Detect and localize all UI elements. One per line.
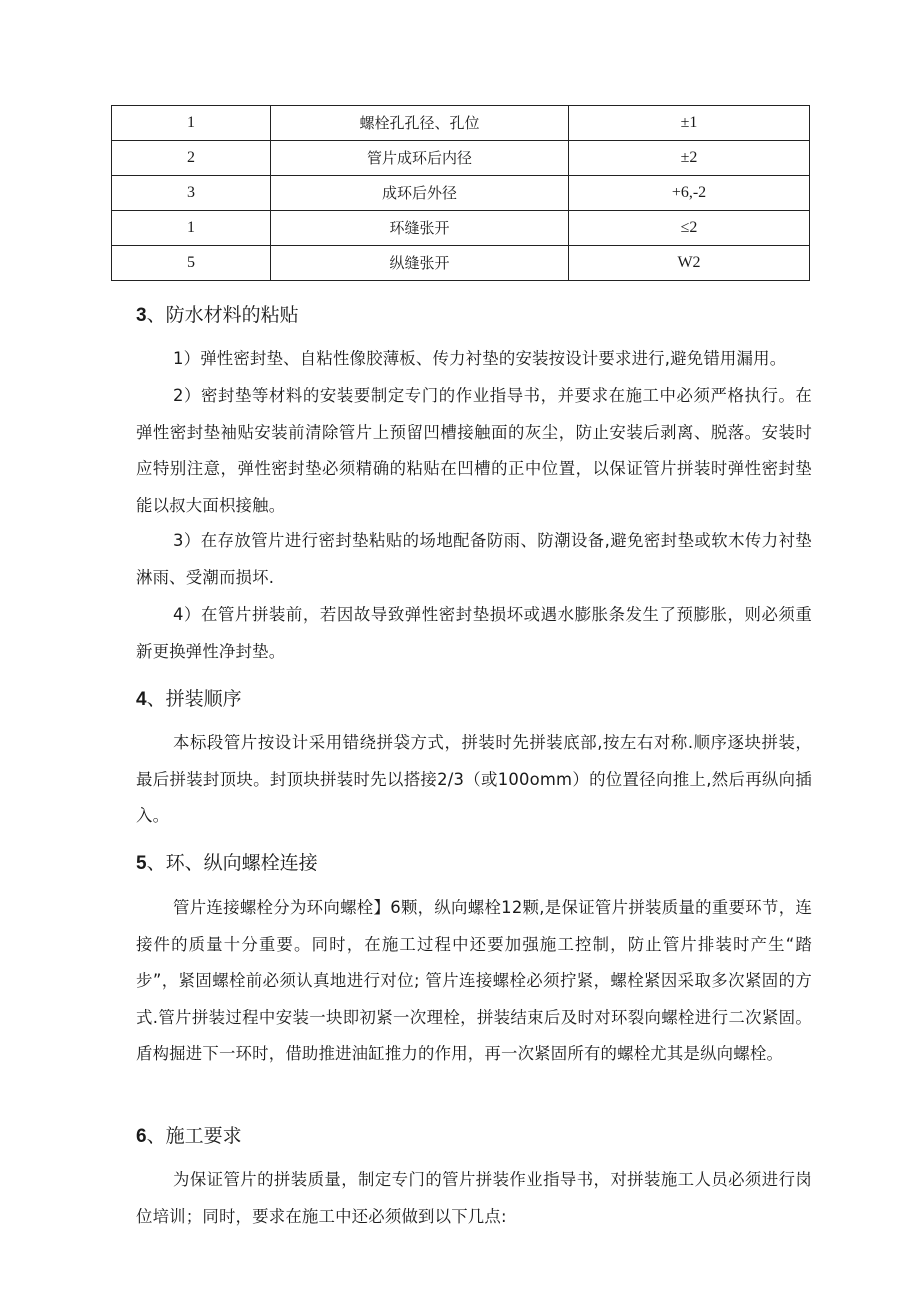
row-item: 管片成环后内径 — [271, 141, 569, 176]
section-title: 、环、纵向螺栓连接 — [146, 852, 318, 874]
table-row — [112, 106, 810, 141]
section-number: 6 — [136, 1126, 147, 1147]
paragraph: 为保证管片的拼装质量，制定专门的管片拼装作业指导书，对拼装施工人员必须进行岗位培训；同时，要求在施工中还必须做到以下几点: — [136, 1170, 812, 1226]
table-row — [112, 176, 810, 211]
table-row — [112, 141, 810, 176]
section-number: 4 — [136, 689, 147, 710]
table-row — [112, 246, 810, 281]
paragraph: 4）在管片拼装前，若因故导致弹性密封垫损坏或遇水膨胀条发生了预膨胀，则必须重新更换弹性净封垫。 — [136, 605, 812, 661]
paragraph: 3）在存放管片进行密封垫粘贴的场地配备防雨、防潮设备,避免密封垫或软木传力衬垫淋雨、受潮而损坏. — [136, 531, 812, 587]
section-title: 、防水材料的粘贴 — [146, 304, 299, 326]
table-row — [112, 211, 810, 246]
row-value: ±1 — [569, 106, 810, 141]
row-item: 螺栓孔孔径、孔位 — [271, 106, 569, 141]
row-number: 1 — [112, 211, 271, 246]
section-heading-4 — [136, 687, 242, 712]
section-title: 、施工要求 — [146, 1125, 242, 1147]
paragraph: 2）密封垫等材料的安装要制定专门的作业指导书，并要求在施工中必须严格执行。在弹性密封垫袖贴安装前清除管片上预留凹槽接触面的灰尘，防止安装后剥离、脱落。安装时应特别注意，弹性密封垫必须精确的粘贴在凹槽的正中位置，以保证管片拼装时弹性密封垫能以叔大面枳接触。 — [136, 386, 812, 515]
tolerance-table — [111, 105, 810, 281]
row-value: +6,-2 — [569, 176, 810, 211]
paragraph: 管片连接螺栓分为环向螺栓】6颗，纵向螺栓12颗,是保证管片拼装质量的重要环节，连接件的质量十分重要。同时，在施工过程中还要加强施工控制，防止管片排装时产生“踏步”，紧固螺栓前必须认真地进行对位; 管片连接螺栓必须拧紧，螺栓紧因采取多次紧固的方式.管片拼装过程中安装一块即初紧一次理栓，拼装结束后及时对环裂向螺栓进行二次紧固。盾构掘进下一环时，借助推进油缸推力的作用，再一次紧固所有的螺栓尤其是纵向螺栓。 — [136, 898, 812, 1063]
row-number: 5 — [112, 246, 271, 281]
section-heading-6 — [136, 1124, 242, 1149]
row-value: ≤2 — [569, 211, 810, 246]
row-item: 环缝张开 — [271, 211, 569, 246]
row-number: 3 — [112, 176, 271, 211]
section-title: 、拼装顺序 — [146, 688, 242, 710]
row-item: 纵缝张开 — [271, 246, 569, 281]
row-number: 1 — [112, 106, 271, 141]
section-heading-5 — [136, 851, 318, 876]
row-number: 2 — [112, 141, 271, 176]
row-value: W2 — [569, 246, 810, 281]
row-item: 成环后外径 — [271, 176, 569, 211]
row-value: ±2 — [569, 141, 810, 176]
paragraph: 本标段管片按设计采用错绕拼袋方式，拼装时先拼装底部,按左右对称.顺序逐块拼装，最后拼装封顶块。封顶块拼装时先以搭接2/3（或100omm）的位置径向推上,然后再纵向插入。 — [136, 733, 812, 825]
section-number: 3 — [136, 305, 147, 326]
section-number: 5 — [136, 853, 147, 874]
paragraph: 1）弹性密封垫、自粘性像胶薄板、传力衬垫的安装按设计要求进行,避免错用漏用。 — [173, 349, 787, 368]
section-heading-3 — [136, 303, 299, 328]
